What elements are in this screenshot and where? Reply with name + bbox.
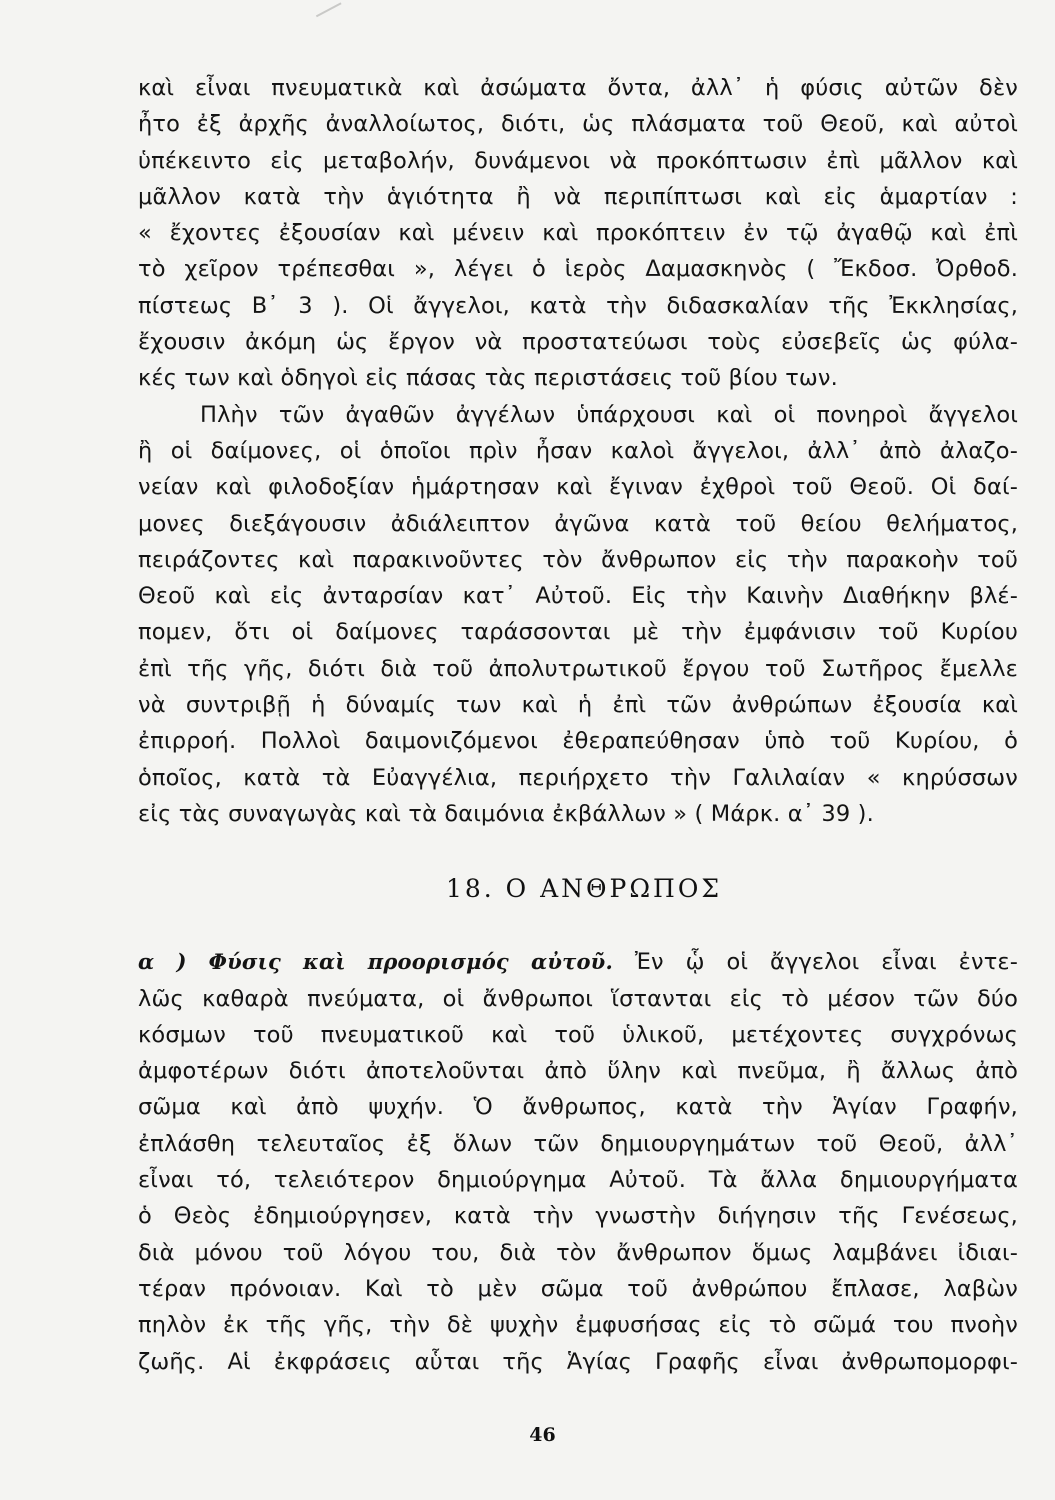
- page-body: [138, 70, 1018, 1380]
- text-line: ἢ οἱ δαίμονες, οἱ ὁποῖοι πρὶν ἦσαν καλοὶ ἄγγελοι, ἀλλ᾽ ἀπὸ ἀλαζο-: [138, 437, 1018, 464]
- text-line: ἐπλάσθη τελευταῖος ἐξ ὅλων τῶν δημιουργημάτων τοῦ Θεοῦ, ἀλλ᾽: [138, 1130, 1018, 1157]
- page-number: 46: [529, 1424, 556, 1446]
- text-line: τὸ χεῖρον τρέπεσθαι », λέγει ὁ ἱερὸς Δαμασκηνὸς ( Ἔκδοσ. Ὀρθοδ.: [138, 256, 1018, 283]
- paragraph-demons: [138, 397, 1018, 833]
- text-line: λῶς καθαρὰ πνεύματα, οἱ ἄνθρωποι ἵστανται εἰς τὸ μέσον τῶν δύο: [138, 985, 1018, 1012]
- text-line: ὁποῖος, κατὰ τὰ Εὐαγγέλια, περιήρχετο τὴν Γαλιλαίαν « κηρύσσων: [138, 764, 1018, 791]
- text-line: πηλὸν ἐκ τῆς γῆς, τὴν δὲ ψυχὴν ἐμφυσήσας εἰς τὸ σῶμά του πνοὴν: [138, 1312, 1018, 1339]
- text-span: Ἐν ᾧ οἱ ἄγγελοι εἶναι ἐντε-: [612, 949, 1018, 976]
- text-line: μονες διεξάγουσιν ἀδιάλειπτον ἀγῶνα κατὰ τοῦ θείου θελήματος,: [138, 510, 1018, 537]
- text-line: ἦτο ἐξ ἀρχῆς ἀναλλοίωτος, διότι, ὡς πλάσματα τοῦ Θεοῦ, καὶ αὐτοὶ: [138, 111, 1018, 138]
- text-line: πομεν, ὅτι οἱ δαίμονες ταράσσονται μὲ τὴν ἐμφάνισιν τοῦ Κυρίου: [138, 619, 1018, 646]
- subsection-title: α ) Φύσις καὶ προορισμός αὐτοῦ.: [138, 949, 613, 975]
- text-line: καὶ εἶναι πνευματικὰ καὶ ἀσώματα ὄντα, ἀλλ᾽ ἡ φύσις αὐτῶν δὲν: [138, 75, 1018, 101]
- text-line: τέραν πρόνοιαν. Καὶ τὸ μὲν σῶμα τοῦ ἀνθρώπου ἔπλασε, λαβὼν: [138, 1275, 1018, 1302]
- section-heading: 18. Ο ΑΝΘΡΩΠΟΣ: [445, 873, 723, 903]
- text-line: πίστεως Β᾽ 3 ). Οἱ ἄγγελοι, κατὰ τὴν διδασκαλίαν τῆς Ἐκκλησίας,: [138, 292, 1018, 319]
- text-line: ἔχουσιν ἀκόμη ὡς ἔργον νὰ προστατεύωσι τοὺς εὐσεβεῖς ὡς φύλα-: [138, 329, 1018, 356]
- text-line: ἐπὶ τῆς γῆς, διότι διὰ τοῦ ἀπολυτρωτικοῦ ἔργου τοῦ Σωτῆρος ἔμελλε: [138, 655, 1018, 682]
- text-line: διὰ μόνου τοῦ λόγου του, διὰ τὸν ἄνθρωπον ὅμως λαμβάνει ἰδιαι-: [138, 1239, 1018, 1266]
- text-line: νὰ συντριβῇ ἡ δύναμίς των καὶ ἡ ἐπὶ τῶν ἀνθρώπων ἐξουσία καὶ: [138, 692, 1018, 719]
- section-heading-container: [138, 832, 1018, 944]
- text-line: εἰς τὰς συναγωγὰς καὶ τὰ δαιμόνια ἐκβάλλων » ( Μάρκ. α᾽ 39 ).: [138, 800, 874, 827]
- text-line: σῶμα καὶ ἀπὸ ψυχήν. Ὁ ἄνθρωπος, κατὰ τὴν Ἁγίαν Γραφήν,: [138, 1094, 1018, 1121]
- text-line: ἀμφοτέρων διότι ἀποτελοῦνται ἀπὸ ὕλην καὶ πνεῦμα, ἢ ἄλλως ἀπὸ: [138, 1058, 1018, 1085]
- text-line: ζωῆς. Αἱ ἐκφράσεις αὗται τῆς Ἁγίας Γραφῆς εἶναι ἀνθρωπομορφι-: [138, 1348, 1018, 1375]
- text-line-first: [138, 944, 1018, 980]
- text-line: κές των καὶ ὁδηγοὶ εἰς πάσας τὰς περιστάσεις τοῦ βίου των.: [138, 365, 838, 392]
- scan-smudge: [316, 2, 348, 29]
- text-line: Θεοῦ καὶ εἰς ἀνταρσίαν κατ᾽ Αὐτοῦ. Εἰς τὴν Καινὴν Διαθήκην βλέ-: [138, 583, 1018, 610]
- text-line: ἐπιρροή. Πολλοὶ δαιμονιζόμενοι ἐθεραπεύθησαν ὑπὸ τοῦ Κυρίου, ὁ: [138, 728, 1018, 755]
- text-line: εἶναι τό, τελειότερον δημιούργημα Αὐτοῦ. Τὰ ἄλλα δημιουργήματα: [138, 1167, 1018, 1194]
- text-line: κόσμων τοῦ πνευματικοῦ καὶ τοῦ ὑλικοῦ, μετέχοντες συγχρόνως: [138, 1021, 1018, 1048]
- text-line: ὁ Θεὸς ἐδημιούργησεν, κατὰ τὴν γνωστὴν διήγησιν τῆς Γενέσεως,: [138, 1203, 1018, 1230]
- text-line: Πλὴν τῶν ἀγαθῶν ἀγγέλων ὑπάρχουσι καὶ οἱ πονηροὶ ἄγγελοι: [200, 401, 1018, 428]
- text-line: μᾶλλον κατὰ τὴν ἁγιότητα ἢ νὰ περιπίπτωσι καὶ εἰς ἁμαρτίαν :: [138, 183, 1018, 210]
- paragraph-angels-nature: [138, 70, 1018, 397]
- text-line: ὑπέκειντο εἰς μεταβολήν, δυνάμενοι νὰ προκόπτωσιν ἐπὶ μᾶλλον καὶ: [138, 147, 1018, 174]
- paragraph-man-nature: [138, 944, 1018, 1380]
- text-line: πειράζοντες καὶ παρακινοῦντες τὸν ἄνθρωπον εἰς τὴν παρακοὴν τοῦ: [138, 546, 1018, 573]
- text-line: « ἔχοντες ἐξουσίαν καὶ μένειν καὶ προκόπτειν ἐν τῷ ἀγαθῷ καὶ ἐπὶ: [138, 220, 1018, 247]
- text-line: νείαν καὶ φιλοδοξίαν ἡμάρτησαν καὶ ἔγιναν ἐχθροὶ τοῦ Θεοῦ. Οἱ δαί-: [138, 474, 1018, 501]
